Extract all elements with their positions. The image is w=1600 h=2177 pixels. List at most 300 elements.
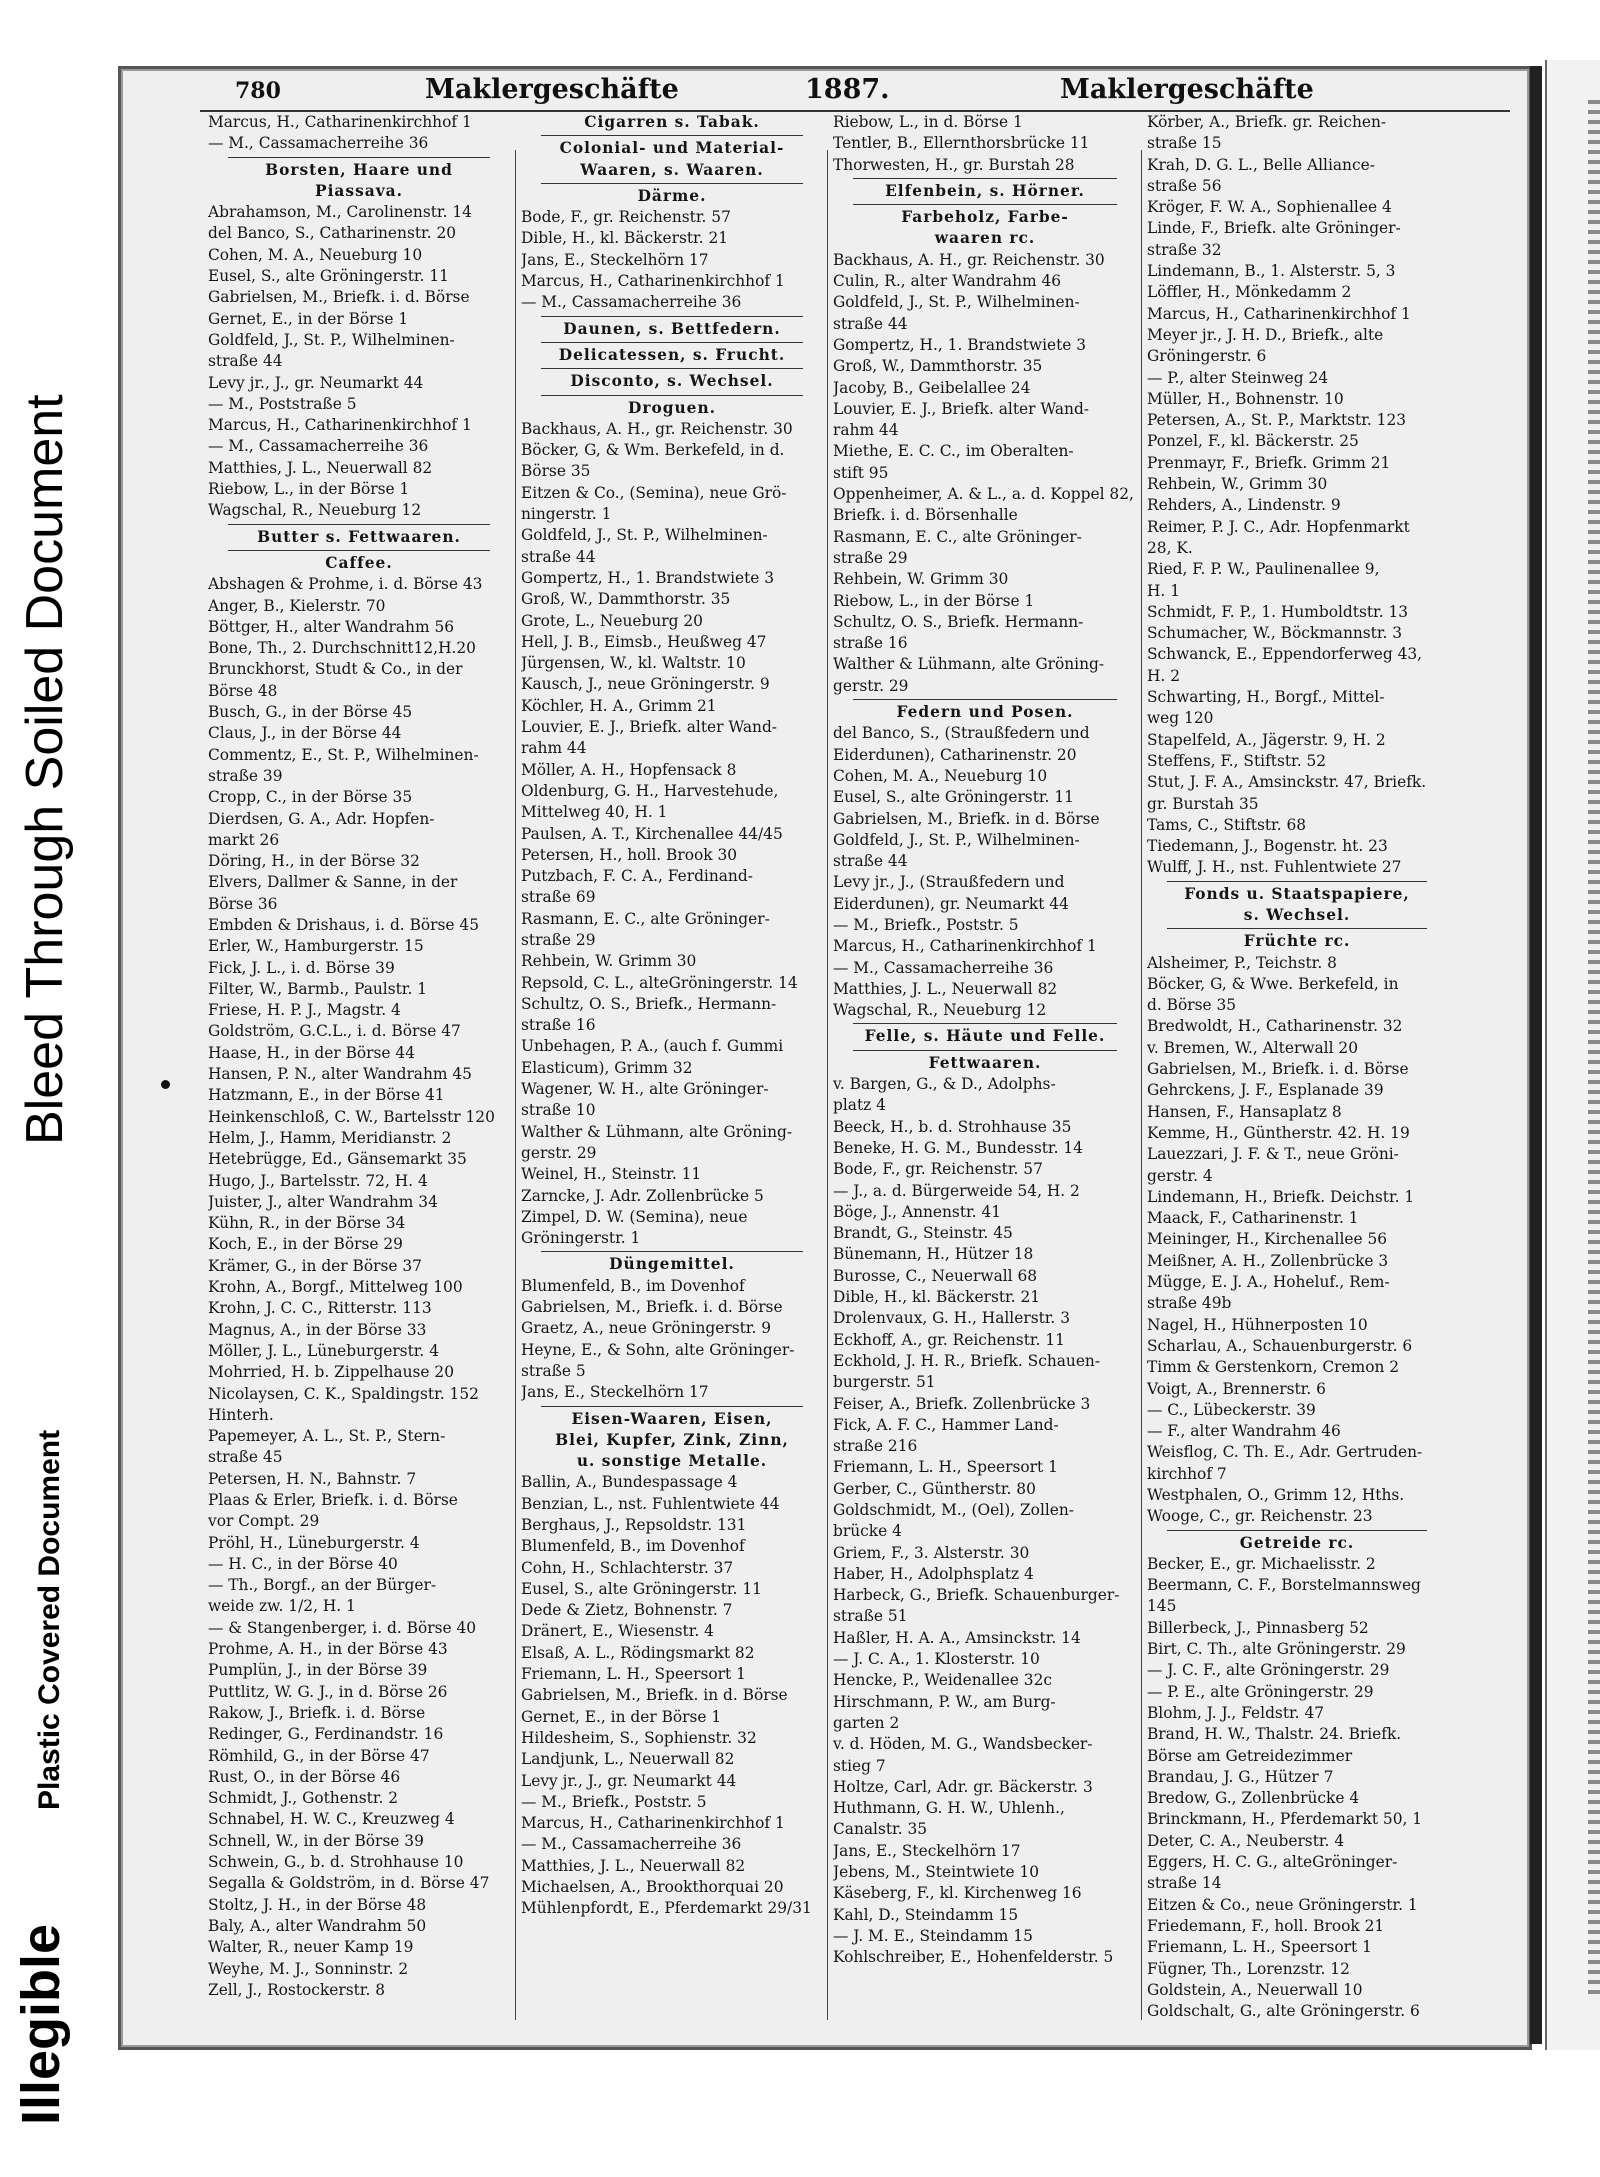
directory-entry: Matthies, J. L., Neuerwall 82: [521, 1856, 746, 1875]
directory-entry: Dible, H., kl. Bäckerstr. 21: [833, 1288, 1041, 1307]
directory-entry: Rehders, A., Lindenstr. 9: [1147, 496, 1341, 515]
directory-entry: Matthies, J. L., Neuerwall 82: [208, 458, 433, 477]
directory-entry: Kühn, R., in der Börse 34: [208, 1214, 406, 1233]
directory-entry: Krah, D. G. L., Belle Alliance-: [1147, 155, 1375, 174]
directory-entry: straße 44: [521, 547, 596, 566]
directory-entry: Ballin, A., Bundespassage 4: [521, 1473, 738, 1492]
directory-entry: — J. C. F., alte Gröningerstr. 29: [1147, 1661, 1390, 1680]
section-heading: s. Wechsel.: [1243, 905, 1351, 924]
directory-entry: Krämer, G., in der Börse 37: [208, 1256, 422, 1275]
directory-entry: Meininger, H., Kirchenallee 56: [1147, 1230, 1388, 1249]
directory-entry: Meißner, A. H., Zollenbrücke 3: [1147, 1251, 1389, 1270]
directory-entry: Börse 48: [208, 681, 278, 700]
directory-entry: Grote, L., Neueburg 20: [521, 611, 703, 630]
directory-entry: Stapelfeld, A., Jägerstr. 9, H. 2: [1147, 730, 1386, 749]
directory-entry: weide zw. 1/2, H. 1: [208, 1597, 356, 1616]
directory-entry: Westphalen, O., Grimm 12, Hths.: [1147, 1486, 1405, 1504]
directory-entry: Prohme, A. H., in der Börse 43: [208, 1640, 448, 1659]
directory-entry: Dränert, E., Wiesenstr. 4: [521, 1622, 714, 1641]
section-heading: Colonial- und Material-: [559, 139, 785, 158]
directory-entry: Gröningerstr. 1: [521, 1229, 641, 1248]
directory-entry: — J. C. A., 1. Klosterstr. 10: [833, 1650, 1040, 1669]
directory-entry: Fick, J. L., i. d. Börse 39: [208, 958, 395, 977]
directory-entry: Benzian, L., nst. Fuhlentwiete 44: [521, 1494, 780, 1513]
page-header: [120, 68, 1520, 108]
directory-entry: Walther & Lühmann, alte Gröning-: [833, 655, 1105, 674]
directory-entry: Matthies, J. L., Neuerwall 82: [833, 979, 1058, 998]
directory-entry: Marcus, H., Catharinenkirchhof 1: [208, 416, 472, 435]
directory-entry: Abrahamson, M., Carolinenstr. 14: [208, 203, 472, 222]
directory-entry: Petersen, A., St. P., Marktstr. 123: [1147, 411, 1407, 430]
directory-entry: Brandt, G., Steinstr. 45: [833, 1224, 1013, 1243]
directory-entry: Thorwesten, H., gr. Burstah 28: [833, 155, 1075, 174]
directory-entry: Haber, H., Adolphsplatz 4: [833, 1564, 1034, 1583]
directory-entry: Petersen, H., holl. Brook 30: [521, 845, 738, 864]
directory-entry: Levy jr., J., (Straußfedern und: [833, 873, 1065, 892]
directory-entry: Eusel, S., alte Gröningerstr. 11: [521, 1579, 762, 1598]
directory-entry: Schwanck, E., Eppendorferweg 43,: [1147, 645, 1423, 664]
directory-entry: straße 15: [1147, 134, 1222, 153]
directory-entry: Rehbein, W. Grimm 30: [521, 952, 697, 971]
directory-entry: Zimpel, D. W. (Semina), neue: [521, 1207, 748, 1226]
column-divider: [827, 150, 828, 2020]
directory-entry: Schumacher, W., Böckmannstr. 3: [1147, 624, 1403, 643]
directory-entry: Billerbeck, J., Pinnasberg 52: [1147, 1618, 1369, 1637]
directory-entry: Segalla & Goldström, in d. Börse 47: [208, 1874, 490, 1893]
section-heading: waaren rc.: [934, 229, 1036, 248]
directory-entry: Beneke, H. G. M., Bundesstr. 14: [833, 1138, 1083, 1157]
directory-entry: Linde, F., Briefk. alte Gröninger-: [1147, 219, 1401, 238]
directory-entry: Bünemann, H., Hützer 18: [833, 1245, 1034, 1264]
directory-entry: Goldfeld, J., St. P., Wilhelminen-: [521, 526, 768, 545]
directory-entry: del Banco, S., Catharinenstr. 20: [208, 224, 457, 243]
header-right-title: Maklergeschäfte: [1060, 74, 1314, 105]
directory-entry: Prenmayr, F., Briefk. Grimm 21: [1147, 453, 1391, 472]
directory-entry: Abshagen & Prohme, i. d. Börse 43: [208, 575, 483, 594]
directory-entry: Louvier, E. J., Briefk. alter Wand-: [833, 399, 1090, 418]
section-heading: Daunen, s. Bettfedern.: [563, 319, 781, 338]
directory-entry: Maack, F., Catharinenstr. 1: [1147, 1209, 1359, 1228]
directory-entry: Eusel, S., alte Gröningerstr. 11: [208, 267, 449, 286]
directory-entry: Putzbach, F. C. A., Ferdinand-: [521, 867, 753, 886]
directory-entry: — M., Cassamacherreihe 36: [833, 958, 1054, 977]
directory-entry: Körber, A., Briefk. gr. Reichen-: [1147, 113, 1387, 131]
directory-entry: — M., Cassamacherreihe 36: [521, 293, 742, 312]
directory-entry: Groß, W., Dammthorstr. 35: [833, 357, 1043, 376]
directory-entry: — & Stangenberger, i. d. Börse 40: [208, 1618, 477, 1637]
directory-entry: straße 49b: [1147, 1294, 1232, 1313]
directory-entry: Claus, J., in der Börse 44: [208, 724, 402, 743]
directory-entry: Commentz, E., St. P., Wilhelminen-: [208, 745, 479, 764]
directory-entry: Jürgensen, W., kl. Waltstr. 10: [521, 654, 746, 673]
section-rule: [541, 395, 803, 396]
directory-entry: stift 95: [833, 463, 889, 482]
directory-entry: platz 4: [833, 1096, 886, 1115]
directory-entry: Stut, J. F. A., Amsinckstr. 47, Briefk.: [1147, 773, 1427, 792]
directory-entry: Jans, E., Steckelhörn 17: [521, 1383, 709, 1402]
directory-entry: Börse 36: [208, 894, 278, 913]
section-heading: Farbeholz, Farbe-: [901, 208, 1069, 227]
directory-entry: Mühlenpfordt, E., Pferdemarkt 29/31: [521, 1899, 812, 1918]
directory-entry: weg 120: [1147, 709, 1214, 728]
directory-entry: Becker, E., gr. Michaelisstr. 2: [1147, 1554, 1376, 1573]
directory-entry: Schwarting, H., Borgf., Mittel-: [1147, 688, 1385, 707]
directory-entry: Canalstr. 35: [833, 1820, 928, 1839]
directory-entry: kirchhof 7: [1147, 1464, 1227, 1483]
directory-entry: Jans, E., Steckelhörn 17: [521, 250, 709, 269]
section-rule: [541, 135, 803, 136]
directory-entry: Plaas & Erler, Briefk. i. d. Börse: [208, 1491, 458, 1509]
section-rule: [541, 316, 803, 317]
directory-entry: Erler, W., Hamburgerstr. 15: [208, 937, 424, 956]
directory-entry: Groß, W., Dammthorstr. 35: [521, 590, 731, 609]
directory-entry: Backhaus, A. H., gr. Reichenstr. 30: [833, 250, 1105, 269]
directory-entry: Lindemann, B., 1. Alsterstr. 5, 3: [1147, 262, 1396, 281]
directory-entry: Marcus, H., Catharinenkirchhof 1: [1147, 304, 1411, 323]
directory-entry: Elvers, Dallmer & Sanne, in der: [208, 873, 458, 892]
directory-entry: straße 5: [521, 1361, 586, 1380]
directory-entry: Papemeyer, A. L., St. P., Stern-: [208, 1427, 446, 1446]
directory-entry: Haßler, H. A. A., Amsinckstr. 14: [833, 1628, 1081, 1647]
directory-entry: Redinger, G., Ferdinandstr. 16: [208, 1725, 444, 1744]
directory-entry: Steffens, F., Stiftstr. 52: [1147, 751, 1327, 770]
directory-entry: Gabrielsen, M., Briefk. i. d. Börse: [1147, 1060, 1409, 1079]
directory-entry: Schultz, O. S., Briefk., Hermann-: [521, 994, 777, 1013]
directory-entry: gr. Burstah 35: [1147, 794, 1259, 813]
directory-entry: rahm 44: [521, 739, 587, 758]
directory-entry: del Banco, S., (Straußfedern und: [833, 724, 1090, 743]
section-heading: Blei, Kupfer, Zink, Zinn,: [555, 1430, 789, 1449]
directory-entry: Böge, J., Annenstr. 41: [833, 1202, 1002, 1221]
section-heading: Fonds u. Staatspapiere,: [1184, 884, 1410, 903]
directory-entry: Birt, C. Th., alte Gröningerstr. 29: [1147, 1640, 1406, 1659]
directory-entry: Lauezzari, J. F. & T., neue Gröni-: [1147, 1145, 1399, 1164]
directory-entry: Harbeck, G., Briefk. Schauenburger-: [833, 1586, 1120, 1605]
directory-entry: Börse am Getreidezimmer: [1147, 1746, 1353, 1765]
directory-entry: Möller, J. L., Lüneburgerstr. 4: [208, 1341, 439, 1360]
directory-entry: Pröhl, H., Lüneburgerstr. 4: [208, 1533, 420, 1552]
directory-entry: ningerstr. 1: [521, 505, 612, 524]
stamp-illegible: Illegible: [11, 1923, 71, 2125]
directory-entry: Walther & Lühmann, alte Gröning-: [521, 1122, 793, 1141]
directory-entry: Friemann, L. H., Speersort 1: [1147, 1938, 1372, 1957]
directory-entry: — J. M. E., Steindamm 15: [833, 1926, 1033, 1945]
directory-entry: Goldstein, A., Neuerwall 10: [1147, 1980, 1363, 1999]
directory-column-2: [521, 112, 823, 2022]
directory-entry: — M., Cassamacherreihe 36: [208, 134, 429, 153]
directory-entry: Magnus, A., in der Börse 33: [208, 1320, 427, 1339]
directory-entry: Köchler, H. A., Grimm 21: [521, 696, 717, 715]
directory-entry: Hatzmann, E., in der Börse 41: [208, 1086, 445, 1105]
directory-entry: straße 51: [833, 1607, 908, 1626]
directory-entry: Hildesheim, S., Sophienstr. 32: [521, 1728, 757, 1747]
directory-entry: — F., alter Wandrahm 46: [1147, 1422, 1341, 1441]
section-rule: [541, 1251, 803, 1252]
directory-entry: Schmidt, F. P., 1. Humboldtstr. 13: [1147, 602, 1409, 621]
directory-entry: gerstr. 29: [833, 676, 909, 695]
directory-entry: Michaelsen, A., Brookthorquai 20: [521, 1878, 784, 1897]
directory-entry: Eitzen & Co., (Semina), neue Grö-: [521, 483, 787, 502]
directory-entry: Nicolaysen, C. K., Spaldingstr. 152: [208, 1384, 479, 1403]
directory-entry: markt 26: [208, 830, 280, 849]
section-heading: Caffee.: [325, 553, 393, 572]
directory-entry: Haase, H., in der Börse 44: [208, 1043, 416, 1062]
directory-entry: v. Bargen, G., & D., Adolphs-: [833, 1075, 1056, 1094]
header-year: 1887.: [805, 74, 890, 105]
directory-entry: Busch, G., in der Börse 45: [208, 703, 413, 722]
directory-entry: Levy jr., J., gr. Neumarkt 44: [521, 1771, 737, 1790]
directory-entry: Krohn, J. C. C., Ritterstr. 113: [208, 1299, 432, 1318]
directory-entry: gerstr. 4: [1147, 1166, 1213, 1185]
directory-entry: Mügge, E. J. A., Hoheluf., Rem-: [1147, 1273, 1390, 1292]
directory-entry: H. 2: [1147, 666, 1180, 685]
directory-entry: Dible, H., kl. Bäckerstr. 21: [521, 229, 729, 248]
directory-entry: straße 32: [1147, 240, 1222, 259]
directory-entry: Landjunk, L., Neuerwall 82: [521, 1750, 735, 1769]
directory-entry: Koch, E., in der Börse 29: [208, 1235, 403, 1254]
directory-entry: — P., alter Steinweg 24: [1147, 368, 1329, 387]
directory-entry: Brand, H. W., Thalstr. 24. Briefk.: [1147, 1725, 1402, 1744]
directory-entry: d. Börse 35: [1147, 996, 1237, 1015]
directory-entry: Bone, Th., 2. Durchschnitt12,H.20: [208, 639, 476, 658]
directory-entry: — P. E., alte Gröningerstr. 29: [1147, 1682, 1374, 1701]
section-heading: Borsten, Haare und: [265, 160, 453, 179]
directory-entry: Stoltz, J. H., in der Börse 48: [208, 1895, 427, 1914]
directory-entry: Bredow, G., Zollenbrücke 4: [1147, 1789, 1360, 1808]
section-rule: [1167, 928, 1427, 929]
directory-entry: Hansen, F., Hansaplatz 8: [1147, 1102, 1342, 1121]
directory-entry: Hencke, P., Weidenallee 32c: [833, 1671, 1052, 1690]
directory-entry: vor Compt. 29: [208, 1512, 320, 1531]
directory-entry: — M., Cassamacherreihe 36: [208, 437, 429, 456]
directory-entry: Wagschal, R., Neueburg 12: [208, 501, 422, 520]
directory-entry: Rasmann, E. C., alte Gröninger-: [833, 527, 1082, 546]
directory-entry: 145: [1147, 1597, 1177, 1616]
directory-column-4: [1147, 112, 1447, 2022]
directory-entry: Anger, B., Kielerstr. 70: [208, 596, 386, 615]
directory-entry: Gabrielsen, M., Briefk. i. d. Börse: [208, 288, 470, 307]
directory-entry: Nagel, H., Hühnerposten 10: [1147, 1315, 1368, 1334]
directory-entry: Rehbein, W., Grimm 30: [1147, 475, 1328, 494]
stamp-bleed-through: Bleed Through Soiled Document: [16, 394, 74, 1145]
directory-entry: Wulff, J. H., nst. Fuhlentwiete 27: [1147, 858, 1402, 877]
column-divider: [515, 150, 516, 2020]
directory-entry: Elsaß, A. L., Rödingsmarkt 82: [521, 1643, 755, 1662]
directory-entry: Böcker, G, & Wm. Berkefeld, in d.: [521, 441, 785, 460]
directory-entry: Hansen, P. N., alter Wandrahm 45: [208, 1065, 472, 1084]
directory-entry: — H. C., in der Börse 40: [208, 1554, 398, 1573]
directory-entry: Riebow, L., in d. Börse 1: [833, 113, 1023, 131]
directory-entry: Riebow, L., in der Börse 1: [208, 480, 410, 499]
directory-entry: Eckhoff, A., gr. Reichenstr. 11: [833, 1330, 1065, 1349]
section-heading: Felle, s. Häute und Felle.: [864, 1027, 1106, 1046]
directory-entry: Weyhe, M. J., Sonninstr. 2: [208, 1959, 409, 1978]
directory-entry: Pumplün, J., in der Börse 39: [208, 1661, 428, 1680]
directory-entry: Eusel, S., alte Gröningerstr. 11: [833, 788, 1074, 807]
section-rule: [1167, 881, 1427, 882]
directory-entry: Paulsen, A. T., Kirchenallee 44/45: [521, 824, 783, 843]
directory-entry: Bode, F., gr. Reichenstr. 57: [521, 208, 731, 227]
directory-entry: Voigt, A., Brennerstr. 6: [1147, 1379, 1326, 1398]
directory-entry: Goldfeld, J., St. P., Wilhelminen-: [833, 293, 1080, 312]
directory-entry: Filter, W., Barmb., Paulstr. 1: [208, 979, 428, 998]
directory-entry: Meyer jr., J. H. D., Briefk., alte: [1147, 325, 1384, 344]
directory-entry: Petersen, H. N., Bahnstr. 7: [208, 1469, 417, 1488]
directory-entry: Tams, C., Stiftstr. 68: [1147, 815, 1307, 834]
directory-entry: Hinterh.: [208, 1405, 274, 1424]
directory-entry: Blohm, J. J., Feldstr. 47: [1147, 1703, 1325, 1722]
directory-entry: Gröningerstr. 6: [1147, 347, 1267, 366]
section-heading: Butter s. Fettwaaren.: [257, 527, 461, 546]
directory-entry: v. d. Höden, M. G., Wandsbecker-: [833, 1735, 1093, 1754]
directory-entry: Müller, H., Bohnenstr. 10: [1147, 389, 1344, 408]
section-rule: [541, 1406, 803, 1407]
section-heading: Därme.: [637, 186, 707, 205]
section-heading: Disconto, s. Wechsel.: [570, 372, 774, 391]
directory-entry: Lindemann, H., Briefk. Deichstr. 1: [1147, 1187, 1415, 1206]
directory-entry: Eiderdunen), gr. Neumarkt 44: [833, 894, 1069, 913]
directory-entry: Möller, A. H., Hopfensack 8: [521, 760, 737, 779]
directory-entry: Gabrielsen, M., Briefk. i. d. Börse: [521, 1298, 783, 1317]
directory-entry: Heinkenschloß, C. W., Bartelsstr 120: [208, 1107, 495, 1126]
directory-entry: Eiderdunen), Catharinenstr. 20: [833, 745, 1077, 764]
directory-entry: Schmidt, J., Gothenstr. 2: [208, 1789, 399, 1808]
directory-entry: Marcus, H., Catharinenkirchhof 1: [208, 113, 472, 131]
directory-entry: Dede & Zietz, Bohnenstr. 7: [521, 1601, 733, 1620]
directory-entry: Marcus, H., Catharinenkirchhof 1: [833, 937, 1097, 956]
directory-entry: Kohlschreiber, E., Hohenfelderstr. 5: [833, 1948, 1114, 1967]
directory-entry: Gabrielsen, M., Briefk. in d. Börse: [521, 1686, 788, 1705]
stamp-plastic-covered: Plastic Covered Document: [33, 1429, 66, 1810]
directory-entry: Döring, H., in der Börse 32: [208, 852, 420, 871]
directory-entry: Eggers, H. C. G., alteGröninger-: [1147, 1853, 1398, 1872]
directory-entry: straße 216: [833, 1437, 918, 1456]
directory-entry: Backhaus, A. H., gr. Reichenstr. 30: [521, 419, 793, 438]
directory-entry: Weinel, H., Steinstr. 11: [521, 1165, 702, 1184]
directory-entry: Puttlitz, W. G. J., in d. Börse 26: [208, 1682, 448, 1701]
directory-entry: Miethe, E. C. C., im Oberalten-: [833, 442, 1074, 461]
directory-entry: Goldström, G.C.L., i. d. Börse 47: [208, 1022, 461, 1041]
directory-entry: Käseberg, F., kl. Kirchenweg 16: [833, 1884, 1082, 1903]
directory-entry: Schwein, G., b. d. Strohhause 10: [208, 1853, 464, 1872]
directory-entry: Friedemann, F., holl. Brook 21: [1147, 1916, 1385, 1935]
directory-entry: Gernet, E., in der Börse 1: [208, 309, 409, 328]
directory-entry: Börse 35: [521, 462, 591, 481]
directory-entry: Kröger, F. W. A., Sophienallee 4: [1147, 198, 1392, 217]
section-heading: Delicatessen, s. Frucht.: [558, 345, 786, 364]
directory-entry: Embden & Drishaus, i. d. Börse 45: [208, 915, 479, 934]
directory-column-1: [208, 112, 510, 2022]
section-rule: [228, 157, 490, 158]
directory-entry: Friese, H. P. J., Magstr. 4: [208, 1001, 401, 1020]
directory-entry: Dierdsen, G. A., Adr. Hopfen-: [208, 809, 435, 828]
directory-entry: Schnabel, H. W. C., Kreuzweg 4: [208, 1810, 455, 1829]
directory-entry: Louvier, E. J., Briefk. alter Wand-: [521, 718, 778, 737]
directory-entry: Brinckmann, H., Pferdemarkt 50, 1: [1147, 1810, 1423, 1829]
directory-entry: Holtze, Carl, Adr. gr. Bäckerstr. 3: [833, 1777, 1093, 1796]
directory-entry: Scharlau, A., Schauenburgerstr. 6: [1147, 1336, 1413, 1355]
directory-entry: Brandau, J. G., Hützer 7: [1147, 1767, 1334, 1786]
directory-entry: Huthmann, G. H. W., Uhlenh.,: [833, 1799, 1065, 1818]
directory-entry: straße 56: [1147, 176, 1222, 195]
section-rule: [853, 178, 1117, 179]
directory-entry: Gerber, C., Güntherstr. 80: [833, 1479, 1036, 1498]
directory-entry: Bode, F., gr. Reichenstr. 57: [833, 1160, 1043, 1179]
directory-entry: Oldenburg, G. H., Harvestehude,: [521, 781, 779, 800]
directory-entry: Griem, F., 3. Alsterstr. 30: [833, 1543, 1030, 1562]
directory-entry: Rakow, J., Briefk. i. d. Börse: [208, 1703, 426, 1722]
directory-entry: Kemme, H., Güntherstr. 42. H. 19: [1147, 1123, 1410, 1142]
directory-entry: — C., Lübeckerstr. 39: [1147, 1400, 1316, 1419]
directory-entry: Reimer, P. J. C., Adr. Hopfenmarkt: [1147, 517, 1410, 536]
directory-entry: brücke 4: [833, 1522, 902, 1541]
directory-entry: Cohn, H., Schlachterstr. 37: [521, 1558, 734, 1577]
page-number: 780: [235, 78, 281, 104]
directory-entry: Weisflog, C. Th. E., Adr. Gertruden-: [1147, 1443, 1423, 1462]
scan-margin-bottom: [0, 2150, 1600, 2177]
directory-entry: Cohen, M. A., Neueburg 10: [833, 766, 1048, 785]
section-heading: Piassava.: [315, 181, 403, 200]
directory-entry: Goldschalt, G., alte Gröningerstr. 6: [1147, 2002, 1420, 2021]
directory-entry: straße 29: [521, 930, 596, 949]
section-rule: [853, 1050, 1117, 1051]
directory-entry: Schultz, O. S., Briefk. Hermann-: [833, 612, 1084, 631]
directory-entry: Hetebrügge, Ed., Gänsemarkt 35: [208, 1150, 467, 1169]
ink-spot: [161, 1080, 170, 1089]
directory-entry: straße 39: [208, 766, 283, 785]
directory-entry: Blumenfeld, B., im Dovenhof: [521, 1537, 745, 1556]
directory-entry: Gehrckens, J. F., Esplanade 39: [1147, 1081, 1384, 1100]
directory-entry: 28, K.: [1147, 538, 1193, 557]
column-divider: [1141, 150, 1142, 2020]
directory-entry: Bredwoldt, H., Catharinenstr. 32: [1147, 1017, 1403, 1036]
directory-entry: Hugo, J., Bartelsstr. 72, H. 4: [208, 1171, 428, 1190]
directory-entry: Römhild, G., in der Börse 47: [208, 1746, 430, 1765]
directory-entry: Mittelweg 40, H. 1: [521, 803, 668, 822]
section-heading: Getreide rc.: [1239, 1533, 1355, 1552]
section-heading: Fettwaaren.: [928, 1053, 1042, 1072]
directory-entry: burgerstr. 51: [833, 1373, 936, 1392]
directory-entry: rahm 44: [833, 421, 899, 440]
directory-entry: Gernet, E., in der Börse 1: [521, 1707, 722, 1726]
directory-entry: garten 2: [833, 1713, 900, 1732]
section-rule: [541, 368, 803, 369]
directory-entry: Wagschal, R., Neueburg 12: [833, 1001, 1047, 1020]
directory-entry: straße 44: [833, 314, 908, 333]
section-heading: u. sonstige Metalle.: [576, 1452, 768, 1471]
directory-entry: Böcker, G, & Wwe. Berkefeld, in: [1147, 974, 1399, 993]
directory-entry: Rehbein, W. Grimm 30: [833, 570, 1009, 589]
section-heading: Cigarren s. Tabak.: [584, 113, 760, 131]
directory-entry: Zarncke, J. Adr. Zollenbrücke 5: [521, 1186, 764, 1205]
directory-entry: — M., Cassamacherreihe 36: [521, 1835, 742, 1854]
directory-entry: Mohrried, H. b. Zippelhause 20: [208, 1363, 454, 1382]
section-rule: [228, 524, 490, 525]
directory-entry: Ponzel, F., kl. Bäckerstr. 25: [1147, 432, 1359, 451]
directory-entry: Riebow, L., in der Börse 1: [833, 591, 1035, 610]
section-rule: [853, 204, 1117, 205]
section-rule: [853, 1023, 1117, 1024]
directory-entry: Friemann, L. H., Speersort 1: [521, 1665, 746, 1684]
directory-entry: Juister, J., alter Wandrahm 34: [208, 1192, 438, 1211]
directory-entry: Cohen, M. A., Neueburg 10: [208, 245, 423, 264]
directory-entry: straße 14: [1147, 1874, 1222, 1893]
directory-entry: Fick, A. F. C., Hammer Land-: [833, 1415, 1059, 1434]
section-rule: [228, 550, 490, 551]
directory-entry: v. Bremen, W., Alterwall 20: [1147, 1038, 1358, 1057]
directory-entry: Gompertz, H., 1. Brandstwiete 3: [521, 568, 775, 587]
section-heading: Früchte rc.: [1243, 932, 1351, 951]
